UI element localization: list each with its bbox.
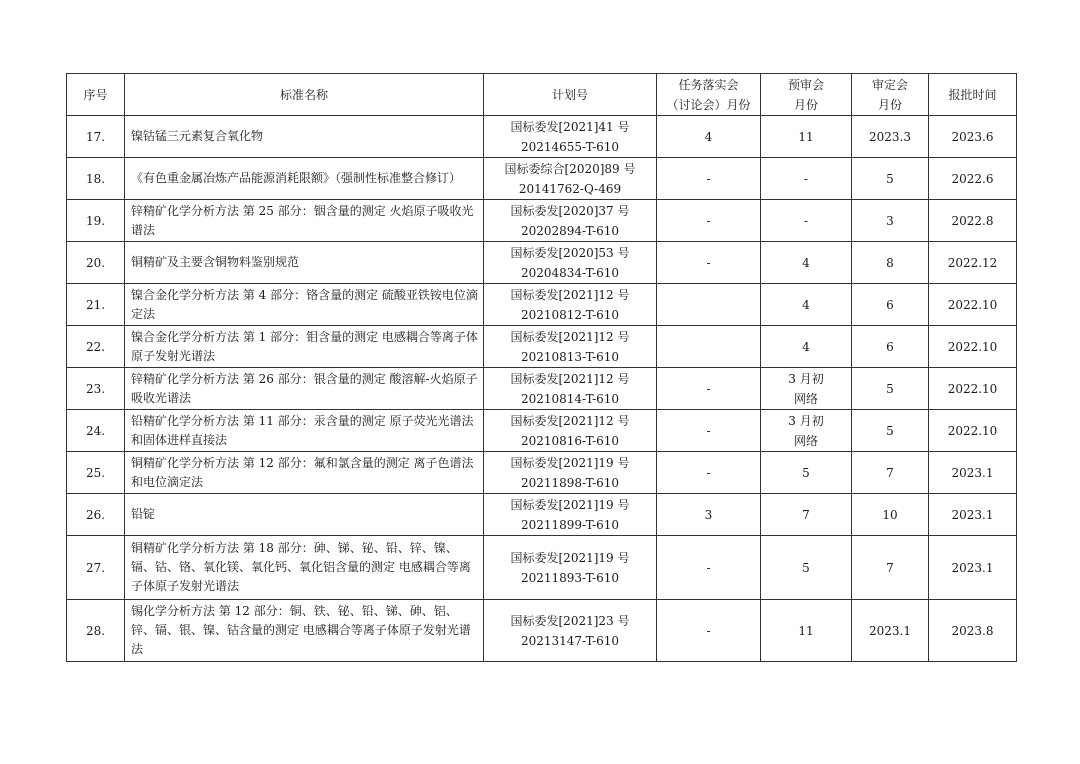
header-task-meeting — [657, 74, 761, 116]
row-plan-number — [484, 536, 657, 600]
row-final-review-month: 3 — [852, 200, 929, 242]
header-plan: 计划号 — [484, 74, 657, 116]
row-standard-name: 铅精矿化学分析方法 第 11 部分：汞含量的测定 原子荧光光谱法和固体进样直接法 — [125, 410, 484, 452]
row-plan-doc: 国标委发[2021]23 号 — [510, 613, 630, 628]
row-plan-code: 20214655-T-610 — [520, 139, 620, 154]
row-report-time: 2022.6 — [929, 158, 1017, 200]
row-pre-review-month: - — [761, 200, 852, 242]
row-plan-doc: 国标委发[2021]12 号 — [510, 287, 630, 302]
header-task-line2: （讨论会）月份 — [666, 97, 751, 112]
row-plan-number — [484, 326, 657, 368]
row-plan-number — [484, 368, 657, 410]
row-report-time: 2022.12 — [929, 242, 1017, 284]
row-report-time: 2022.10 — [929, 284, 1017, 326]
row-report-time: 2022.8 — [929, 200, 1017, 242]
row-pre-review-month: 3 月初 网络 — [761, 410, 852, 452]
table-row — [67, 242, 1017, 284]
row-plan-code: 20204834-T-610 — [520, 265, 620, 280]
row-standard-name: 锌精矿化学分析方法 第 26 部分：银含量的测定 酸溶解-火焰原子吸收光谱法 — [125, 368, 484, 410]
header-pre-line2: 月份 — [793, 97, 818, 112]
table-body — [67, 116, 1017, 662]
row-plan-number — [484, 242, 657, 284]
row-plan-number — [484, 600, 657, 662]
row-seq: 26. — [67, 494, 125, 536]
row-seq: 24. — [67, 410, 125, 452]
row-standard-name: 镍合金化学分析方法 第 1 部分：钼含量的测定 电感耦合等离子体原子发射光谱法 — [125, 326, 484, 368]
row-plan-doc: 国标委发[2021]19 号 — [510, 497, 630, 512]
header-final-line1: 审定会 — [871, 77, 908, 92]
row-task-month: - — [657, 536, 761, 600]
row-plan-code: 20211893-T-610 — [520, 570, 620, 585]
row-final-review-month: 10 — [852, 494, 929, 536]
table-row — [67, 368, 1017, 410]
row-pre-review-month: 4 — [761, 326, 852, 368]
row-plan-doc: 国标委发[2021]19 号 — [510, 455, 630, 470]
row-plan-code: 20210813-T-610 — [520, 349, 620, 364]
row-plan-code: 20210812-T-610 — [520, 307, 620, 322]
row-standard-name: 《有色重金属冶炼产品能源消耗限额》（强制性标准整合修订） — [125, 158, 484, 200]
row-final-review-month: 5 — [852, 410, 929, 452]
row-task-month: - — [657, 158, 761, 200]
header-final-review — [852, 74, 929, 116]
row-task-month: - — [657, 600, 761, 662]
row-plan-code: 20211899-T-610 — [520, 517, 620, 532]
row-final-review-month: 7 — [852, 452, 929, 494]
row-report-time: 2023.1 — [929, 494, 1017, 536]
row-final-review-month: 2023.3 — [852, 116, 929, 158]
header-pre-line1: 预审会 — [787, 77, 824, 92]
row-plan-code: 20141762-Q-469 — [518, 181, 622, 196]
row-final-review-month: 5 — [852, 158, 929, 200]
row-seq: 19. — [67, 200, 125, 242]
row-plan-doc: 国标委综合[2020]89 号 — [504, 161, 636, 176]
row-report-time: 2023.1 — [929, 536, 1017, 600]
row-report-time: 2023.1 — [929, 452, 1017, 494]
row-seq: 17. — [67, 116, 125, 158]
row-pre-review-month: 11 — [761, 116, 852, 158]
row-plan-code: 20210816-T-610 — [520, 433, 620, 448]
row-report-time: 2023.8 — [929, 600, 1017, 662]
row-report-time: 2022.10 — [929, 410, 1017, 452]
row-plan-number — [484, 116, 657, 158]
header-pre-review — [761, 74, 852, 116]
row-seq: 25. — [67, 452, 125, 494]
row-plan-doc: 国标委发[2020]53 号 — [510, 245, 630, 260]
table-row — [67, 326, 1017, 368]
row-task-month: 3 — [657, 494, 761, 536]
row-plan-doc: 国标委发[2021]12 号 — [510, 329, 630, 344]
row-plan-number — [484, 494, 657, 536]
row-seq: 20. — [67, 242, 125, 284]
table-row — [67, 116, 1017, 158]
row-pre-review-month: 7 — [761, 494, 852, 536]
row-seq: 27. — [67, 536, 125, 600]
row-plan-doc: 国标委发[2021]12 号 — [510, 371, 630, 386]
table-row — [67, 452, 1017, 494]
row-plan-doc: 国标委发[2021]19 号 — [510, 550, 630, 565]
row-report-time: 2023.6 — [929, 116, 1017, 158]
row-final-review-month: 6 — [852, 284, 929, 326]
row-task-month: - — [657, 410, 761, 452]
table-row — [67, 494, 1017, 536]
row-seq: 22. — [67, 326, 125, 368]
row-plan-doc: 国标委发[2021]41 号 — [510, 119, 630, 134]
row-pre-review-month: 3 月初 网络 — [761, 368, 852, 410]
header-name: 标准名称 — [125, 74, 484, 116]
row-standard-name: 铜精矿化学分析方法 第 18 部分：砷、锑、铋、铅、锌、镍、镉、钴、铬、氧化镁、氧化钙、氧化铝含量的测定 电感耦合等离子体原子发射光谱法 — [125, 536, 484, 600]
table-row — [67, 536, 1017, 600]
row-standard-name: 镍合金化学分析方法 第 4 部分：铬含量的测定 硫酸亚铁铵电位滴定法 — [125, 284, 484, 326]
row-task-month — [657, 326, 761, 368]
row-pre-review-month: - — [761, 158, 852, 200]
row-standard-name: 铜精矿化学分析方法 第 12 部分：氟和氯含量的测定 离子色谱法和电位滴定法 — [125, 452, 484, 494]
row-plan-number — [484, 410, 657, 452]
row-task-month: 4 — [657, 116, 761, 158]
row-plan-code: 20211898-T-610 — [520, 475, 620, 490]
table-row — [67, 284, 1017, 326]
row-plan-code: 20202894-T-610 — [520, 223, 620, 238]
row-seq: 18. — [67, 158, 125, 200]
row-seq: 28. — [67, 600, 125, 662]
row-final-review-month: 5 — [852, 368, 929, 410]
table-row — [67, 600, 1017, 662]
row-plan-doc: 国标委发[2020]37 号 — [510, 203, 630, 218]
table-header-row — [67, 74, 1017, 116]
standards-schedule-table — [66, 73, 1017, 662]
table-row — [67, 200, 1017, 242]
row-final-review-month: 8 — [852, 242, 929, 284]
row-standard-name: 镍钴锰三元素复合氧化物 — [125, 116, 484, 158]
row-plan-code: 20210814-T-610 — [520, 391, 620, 406]
row-pre-review-month: 4 — [761, 242, 852, 284]
row-standard-name: 锡化学分析方法 第 12 部分：铜、铁、铋、铅、锑、砷、铝、锌、镉、银、镍、钴含量的测定 电感耦合等离子体原子发射光谱法 — [125, 600, 484, 662]
row-standard-name: 铜精矿及主要含铜物料鉴别规范 — [125, 242, 484, 284]
row-pre-review-month: 5 — [761, 452, 852, 494]
table-row — [67, 410, 1017, 452]
row-standard-name: 铅锭 — [125, 494, 484, 536]
row-final-review-month: 7 — [852, 536, 929, 600]
row-final-review-month: 2023.1 — [852, 600, 929, 662]
row-task-month — [657, 284, 761, 326]
header-report-time: 报批时间 — [929, 74, 1017, 116]
header-final-line2: 月份 — [877, 97, 902, 112]
row-task-month: - — [657, 368, 761, 410]
row-task-month: - — [657, 452, 761, 494]
row-plan-doc: 国标委发[2021]12 号 — [510, 413, 630, 428]
row-task-month: - — [657, 200, 761, 242]
row-pre-review-month: 11 — [761, 600, 852, 662]
row-seq: 23. — [67, 368, 125, 410]
row-standard-name: 锌精矿化学分析方法 第 25 部分：铟含量的测定 火焰原子吸收光谱法 — [125, 200, 484, 242]
header-seq: 序号 — [67, 74, 125, 116]
row-report-time: 2022.10 — [929, 368, 1017, 410]
header-task-line1: 任务落实会 — [678, 77, 739, 92]
row-task-month: - — [657, 242, 761, 284]
row-report-time: 2022.10 — [929, 326, 1017, 368]
document-page — [66, 73, 1017, 662]
row-pre-review-month: 5 — [761, 536, 852, 600]
row-plan-code: 20213147-T-610 — [520, 633, 620, 648]
row-plan-number — [484, 452, 657, 494]
row-seq: 21. — [67, 284, 125, 326]
row-plan-number — [484, 200, 657, 242]
row-plan-number — [484, 284, 657, 326]
row-pre-review-month: 4 — [761, 284, 852, 326]
row-final-review-month: 6 — [852, 326, 929, 368]
row-plan-number — [484, 158, 657, 200]
table-row — [67, 158, 1017, 200]
